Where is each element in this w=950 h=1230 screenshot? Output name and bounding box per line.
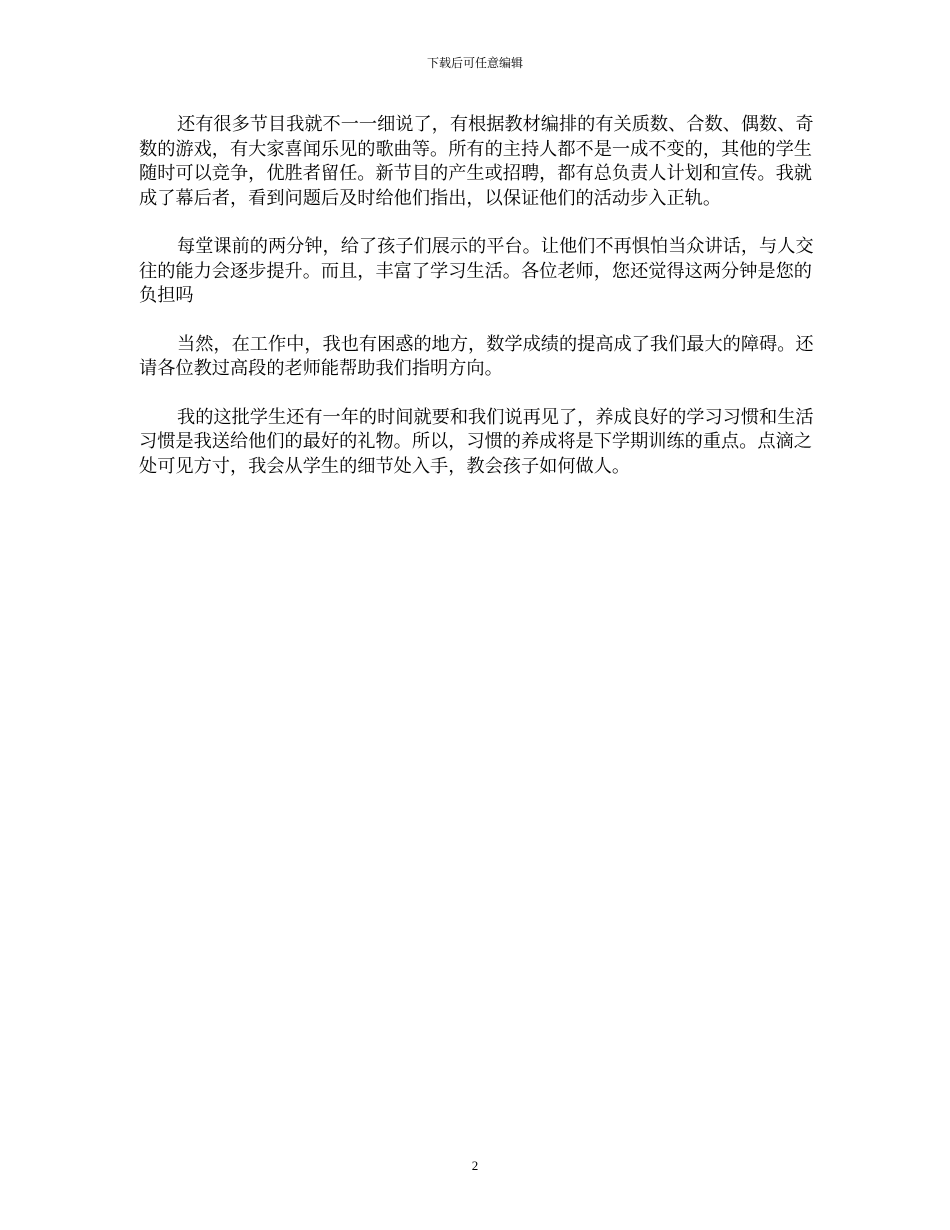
paragraph-4: 我的这批学生还有一年的时间就要和我们说再见了，养成良好的学习习惯和生活习惯是我送给他们的最好的礼物。所以，习惯的养成将是下学期训练的重点。点滴之处可见方寸，我会从学生的细节处入手，教会孩子如何做人。 [139, 406, 814, 477]
page-header: 下载后可任意编辑 [426, 56, 523, 70]
page-number: 2 [471, 1158, 479, 1173]
paragraph-1: 还有很多节目我就不一一细说了，有根据教材编排的有关质数、合数、偶数、奇数的游戏，有大家喜闻乐见的歌曲等。所有的主持人都不是一成不变的，其他的学生随时可以竞争，优胜者留任。新节目的产生或招聘，都有总负责人计划和宣传。我就成了幕后者，看到问题后及时给他们指出，以保证他们的活动步入正轨。 [139, 114, 814, 209]
paragraph-2: 每堂课前的两分钟，给了孩子们展示的平台。让他们不再惧怕当众讲话，与人交往的能力会逐步提升。而且，丰富了学习生活。各位老师，您还觉得这两分钟是您的负担吗 [139, 236, 814, 306]
paragraph-3: 当然，在工作中，我也有困惑的地方，数学成绩的提高成了我们最大的障碍。还请各位教过高段的老师能帮助我们指明方向。 [139, 333, 814, 379]
document-body [139, 113, 817, 503]
